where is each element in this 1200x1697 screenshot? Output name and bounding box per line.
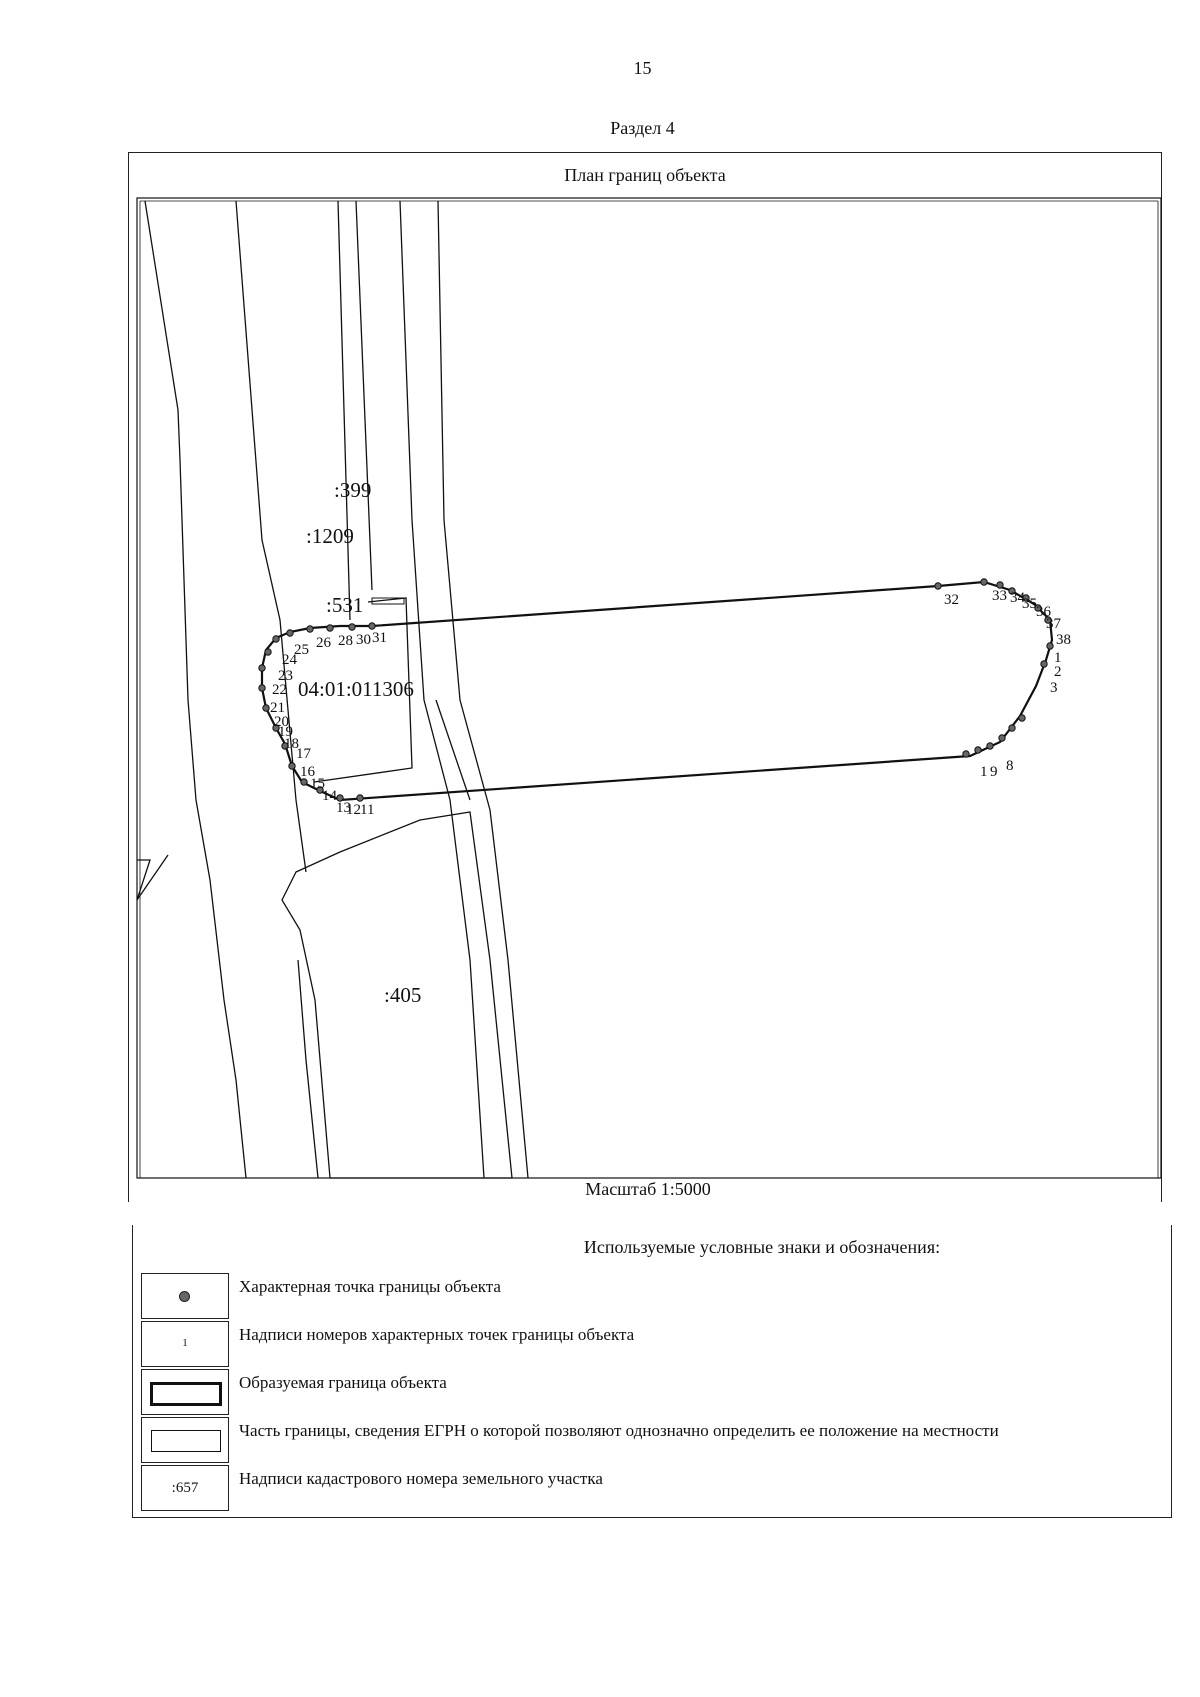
point-label: 20 [274, 714, 289, 730]
point-label: 35 [1022, 596, 1037, 612]
boundary-point [963, 751, 969, 757]
boundary-point [981, 579, 987, 585]
point-label: 16 [300, 764, 315, 780]
point-label: 1 [1054, 650, 1062, 666]
road-mid-edge [436, 700, 470, 800]
boundary-point [307, 626, 313, 632]
scale-label: Масштаб 1:5000 [585, 1179, 711, 1199]
road-east-edge [438, 201, 528, 1178]
boundary-point [349, 624, 355, 630]
legend-label: Характерная точка границы объекта [239, 1277, 501, 1296]
boundary-point [987, 743, 993, 749]
parcel-west-notch-2 [137, 855, 168, 900]
boundary-point [1009, 725, 1015, 731]
plan-title: План границ объекта [564, 165, 726, 185]
point-label: 37 [1046, 616, 1061, 632]
boundary-point [273, 636, 279, 642]
parcel-405-inner [298, 960, 318, 1178]
legend-row-egrn-boundary [141, 1417, 1166, 1463]
boundary-point [1019, 715, 1025, 721]
point-label: 9 [990, 764, 998, 780]
point-label: 8 [1006, 758, 1014, 774]
point-label: 15 [310, 776, 325, 792]
parcel-west-strip [145, 201, 246, 1178]
point-label: 32 [944, 592, 959, 608]
point-label: 24 [282, 652, 297, 668]
point-label: 19 [278, 724, 293, 740]
point-label: 34 [1010, 590, 1025, 606]
boundary-point [259, 665, 265, 671]
point-label: 28 [338, 633, 353, 649]
legend [132, 1225, 1172, 1518]
point-label: 12 [346, 802, 361, 818]
boundary-point [357, 795, 363, 801]
point-label: 14 [322, 788, 337, 804]
parcel-1209-left [338, 201, 350, 620]
boundary-point [287, 630, 293, 636]
legend-row-point-number [141, 1321, 1166, 1367]
point-number-sample: 1 [182, 1337, 188, 1349]
point-label: 38 [1056, 632, 1071, 648]
point-label: 13 [336, 800, 351, 816]
boundary-point [1041, 661, 1047, 667]
point-label: 11 [360, 802, 375, 818]
boundary-point [369, 623, 375, 629]
parcel-label: :1209 [306, 524, 354, 548]
legend-row-new-boundary [141, 1369, 1166, 1415]
boundary-point [265, 649, 271, 655]
legend-symbol-box [141, 1369, 229, 1415]
page-number: 15 [633, 58, 652, 78]
quarter-number: 04:01:011306 [298, 677, 414, 701]
point-label: 31 [372, 630, 387, 646]
boundary-point [975, 747, 981, 753]
point-label: 25 [294, 642, 309, 658]
boundary-point [999, 735, 1005, 741]
parcel-west-notch [137, 860, 150, 900]
parcel-label: :405 [384, 983, 422, 1007]
boundary-point [259, 685, 265, 691]
boundary-point [1047, 643, 1053, 649]
point-marker-icon [179, 1291, 190, 1302]
parcel-1209-right [356, 201, 372, 590]
parcel-label: :531 [326, 593, 364, 617]
section-title: Раздел 4 [610, 118, 675, 138]
bold-boundary-icon [150, 1382, 222, 1406]
point-label: 18 [284, 736, 299, 752]
thin-boundary-icon [151, 1430, 221, 1452]
parcel-label: :399 [334, 478, 372, 502]
point-label: 1 [980, 764, 988, 780]
legend-symbol-box [141, 1417, 229, 1463]
point-label: 3 [1050, 680, 1058, 696]
point-label: 22 [272, 682, 287, 698]
point-label: 33 [992, 588, 1007, 604]
legend-title: Используемые условные знаки и обозначения: [583, 1237, 941, 1257]
boundary-point [327, 625, 333, 631]
point-label: 23 [278, 668, 293, 684]
point-label: 17 [296, 746, 311, 762]
legend-label: Надписи номеров характерных точек границы объекта [239, 1325, 635, 1344]
cadastral-number-sample: :657 [171, 1480, 199, 1496]
legend-row-cadastral [141, 1465, 1166, 1511]
point-label: 26 [316, 635, 331, 651]
map-frame [137, 198, 1161, 1178]
legend-row-point [141, 1273, 1166, 1319]
point-label: 36 [1036, 604, 1051, 620]
boundary-point [263, 705, 269, 711]
legend-symbol-box [141, 1321, 229, 1367]
legend-label: Надписи кадастрового номера земельного участка [239, 1469, 603, 1488]
point-label: 21 [270, 700, 285, 716]
legend-symbol-box [141, 1465, 229, 1511]
boundary-point [935, 583, 941, 589]
point-label: 30 [356, 632, 371, 648]
legend-symbol-box [141, 1273, 229, 1319]
legend-label: Часть границы, сведения ЕГРН о которой позволяют однозначно определить ее положение на местности [239, 1421, 999, 1440]
boundary-point [289, 763, 295, 769]
legend-label: Образуемая граница объекта [239, 1373, 447, 1392]
point-label: 2 [1054, 664, 1062, 680]
